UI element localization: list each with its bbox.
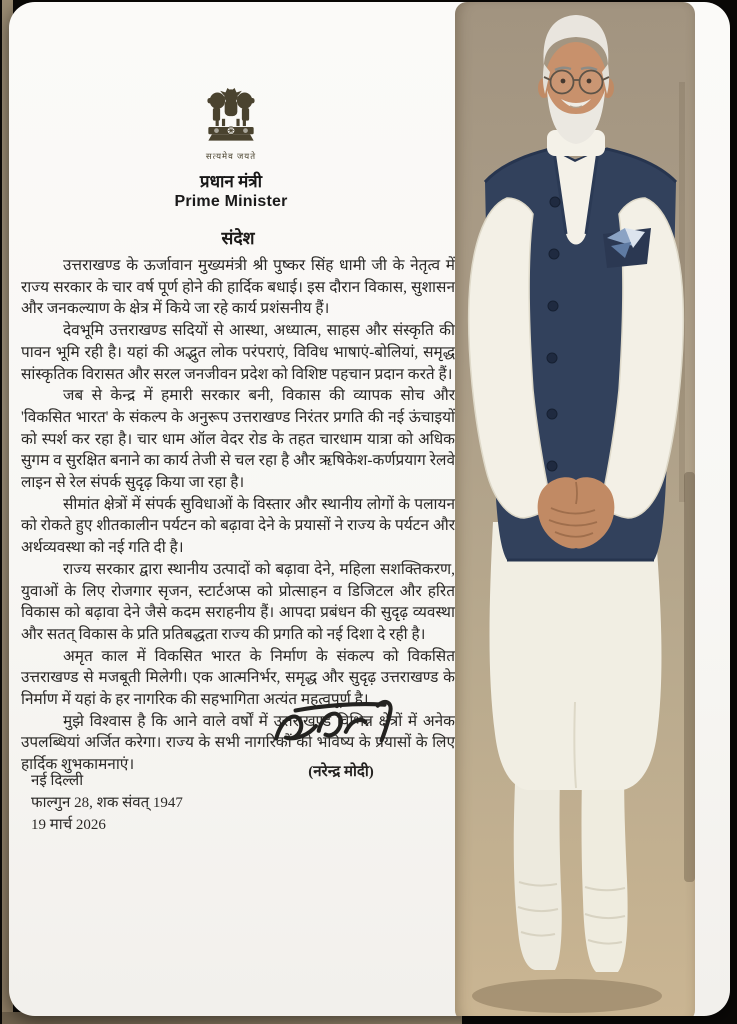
gregorian-date-line: 19 मार्च 2026 — [31, 817, 106, 833]
pm-photo — [455, 2, 695, 1016]
motto-text: सत्यमेव जयते — [205, 151, 257, 161]
letter-card — [9, 2, 730, 1016]
signature-block — [257, 696, 425, 781]
dateline — [31, 770, 183, 836]
signature-image — [266, 696, 416, 754]
letter-paragraph: जब से केन्द्र में हमारी सरकार बनी, विकास की व्यापक सोच और 'विकसित भारत' के संकल्प के अनुरूप उत्तराखण्ड निरंतर प्रगति की नई ऊंचाइयों को स्पर्श कर रहा है। चार धाम ऑल वेदर रोड के तहत चारधाम यात्रा को अधिक सुगम व सुरक्षित बनाने का कार्य तेजी से चल रहा है और ऋषिकेश-कर्णप्रयाग रेलवे लाइन से रेल संपर्क सुदृढ़ किया जा रहा है। — [21, 387, 455, 492]
letter-heading: संदेश — [221, 228, 255, 248]
letter-paragraph: अमृत काल में विकसित भारत के निर्माण के संकल्प को विकसित उत्तराखण्ड से मजबूती मिलेगी। एक आत्मनिर्भर, समृद्ध और सुदृढ़ उत्तराखण्ड के निर्माण में यहां के हर नागरिक की सहभागिता अत्यंत महत्वपूर्ण है। — [21, 647, 455, 709]
letter-paragraph: राज्य सरकार द्वारा स्थानीय उत्पादों को बढ़ावा देने, महिला सशक्तिकरण, युवाओं के लिए रोजगार सृजन, स्टार्टअप्स को प्रोत्साहन व डिजिटल और हरित विकास को बढ़ावा देने जैसे कदम सराहनीय हैं। आपदा प्रबंधन की सुदृढ़ व्यवस्था और सतत् विकास के प्रति प्रतिबद्धता राज्य की प्रगति को नई दिशा दे रही है। — [21, 560, 455, 643]
letter-paragraph: देवभूमि उत्तराखण्ड सदियों से आस्था, अध्यात्म, साहस और संस्कृति की पावन भूमि रही है। यहां की अद्भुत लोक परंपराएं, विविध भाषाएं-बोलियां, समृद्ध सांस्कृतिक विरासत और सरल जनजीवन प्रदेश को विशिष्ट पहचान प्रदान करते हैं। — [21, 322, 455, 383]
place-line: नई दिल्ली — [31, 773, 84, 789]
letter-paragraph: मुझे विश्वास है कि आने वाले वर्षों में उत्तराखण्ड विभिन्न क्षेत्रों में अनेक उपलब्धियां अर्जित करेगा। राज्य के सभी नागरिकों को भविष्य के प्रयासों के लिए हार्दिक शुभकामनाएं। — [21, 712, 455, 774]
pm-figure — [455, 2, 695, 1016]
national-emblem-icon — [202, 86, 260, 153]
pm-title-english: Prime Minister — [174, 193, 288, 210]
pm-title-hindi: प्रधान मंत्री — [199, 172, 263, 191]
letter-paragraph: सीमांत क्षेत्रों में संपर्क सुविधाओं के विस्तार और स्थानीय लोगों के पलायन को रोकते हुए शीतकालीन पर्यटन को बढ़ावा देने के प्रयासों ने राज्य के पर्यटन और अर्थव्यवस्था को नई गति दी है। — [21, 495, 455, 557]
letter-body — [21, 226, 455, 776]
signatory-name: (नरेन्द्र मोदी) — [308, 764, 374, 780]
letter-paragraph: उत्तराखण्ड के ऊर्जावान मुख्यमंत्री श्री पुष्कर सिंह धामी जी के नेतृत्व में राज्य सरकार के चार वर्ष पूर्ण होने की हार्दिक बधाई। इस दौरान विकास, सुशासन और जनकल्याण के क्षेत्र में किये जा रहे कार्य प्रशंसनीय हैं। — [21, 257, 455, 318]
saka-date-line: फाल्गुन 28, शक संवत् 1947 — [31, 795, 183, 811]
letterhead — [9, 86, 453, 211]
